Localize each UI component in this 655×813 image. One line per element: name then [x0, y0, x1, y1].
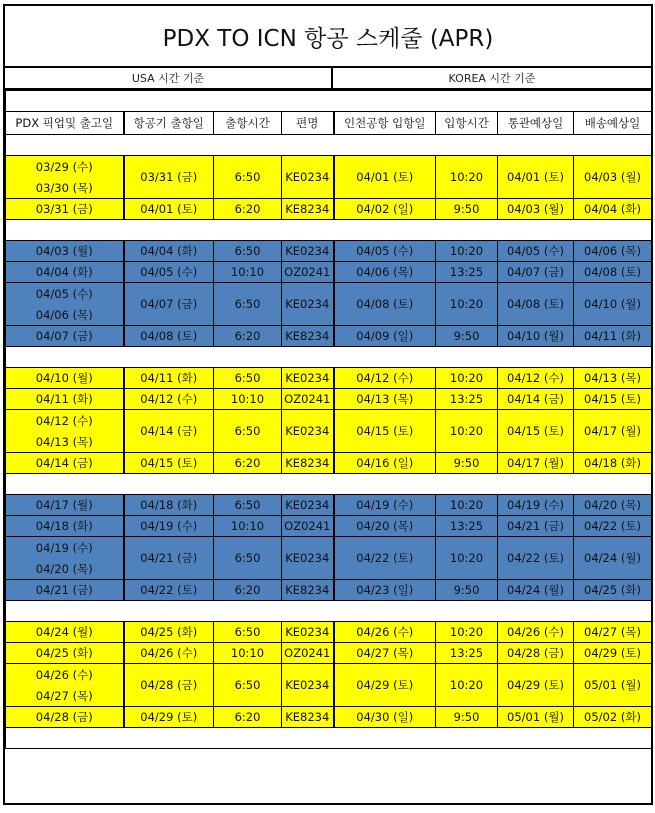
pickup-date-stack: [6, 156, 123, 198]
arrive-time-cell: 10:20: [436, 664, 498, 707]
table-row: [6, 495, 652, 516]
spacer-row: [6, 474, 652, 495]
depart-time-cell: 6:20: [214, 580, 282, 601]
table-row: [6, 283, 652, 326]
arrive-date-cell: 04/13 (목): [334, 389, 436, 410]
customs-date-cell: 04/19 (수): [498, 495, 574, 516]
pickup-date-cell: [6, 283, 124, 326]
customs-date-cell: 04/07 (금): [498, 262, 574, 283]
arrive-time-cell: 10:20: [436, 495, 498, 516]
header-row: [6, 112, 652, 135]
depart-time-cell: 6:20: [214, 707, 282, 728]
pickup-date-cell: 04/25 (화): [6, 643, 124, 664]
depart-date-cell: 04/21 (금): [124, 537, 214, 580]
pickup-date-cell: 04/17 (월): [6, 495, 124, 516]
delivery-date-cell: 04/27 (목): [574, 622, 652, 643]
table-row: [6, 707, 652, 728]
depart-date-cell: 04/22 (토): [124, 580, 214, 601]
pickup-date: 04/20 (목): [35, 561, 93, 576]
arrive-date-cell: 04/09 (일): [334, 326, 436, 347]
flight-cell: KE0234: [282, 537, 334, 580]
arrive-time-cell: 13:25: [436, 516, 498, 537]
delivery-date-cell: 04/18 (화): [574, 453, 652, 474]
pickup-date-cell: [6, 410, 124, 453]
spacer-cell: [6, 91, 652, 112]
delivery-date-cell: 05/01 (월): [574, 664, 652, 707]
depart-date-cell: 04/08 (토): [124, 326, 214, 347]
spacer-cell: [6, 220, 652, 241]
delivery-date-cell: 04/17 (월): [574, 410, 652, 453]
pickup-date: 04/13 (목): [35, 434, 93, 449]
table-row: [6, 516, 652, 537]
table-row: [6, 262, 652, 283]
arrive-time-cell: 13:25: [436, 389, 498, 410]
pickup-date: 04/06 (목): [35, 307, 93, 322]
column-header: 편명: [282, 112, 334, 135]
column-header: PDX 픽업및 출고일: [6, 112, 124, 135]
arrive-time-cell: 9:50: [436, 580, 498, 601]
column-header: 통관예상일: [498, 112, 574, 135]
customs-date-cell: 04/21 (금): [498, 516, 574, 537]
flight-cell: OZ0241: [282, 516, 334, 537]
schedule-body: [6, 91, 652, 749]
flight-cell: KE0234: [282, 283, 334, 326]
arrive-date-cell: 04/08 (토): [334, 283, 436, 326]
pickup-date-cell: [6, 156, 124, 199]
flight-cell: OZ0241: [282, 262, 334, 283]
spacer-row: [6, 347, 652, 368]
arrive-time-cell: 10:20: [436, 410, 498, 453]
delivery-date-cell: 04/06 (목): [574, 241, 652, 262]
spacer-row: [6, 91, 652, 112]
customs-date-cell: 04/15 (토): [498, 410, 574, 453]
spacer-cell: [6, 135, 652, 156]
arrive-date-cell: 04/02 (일): [334, 199, 436, 220]
customs-date-cell: 04/03 (월): [498, 199, 574, 220]
depart-time-cell: 6:50: [214, 664, 282, 707]
spacer-row: [6, 220, 652, 241]
arrive-time-cell: 10:20: [436, 368, 498, 389]
depart-date-cell: 04/28 (금): [124, 664, 214, 707]
schedule-sheet: [3, 4, 653, 805]
arrive-date-cell: 04/26 (수): [334, 622, 436, 643]
pickup-date-cell: 04/24 (월): [6, 622, 124, 643]
arrive-time-cell: 13:25: [436, 262, 498, 283]
flight-cell: KE0234: [282, 156, 334, 199]
delivery-date-cell: 04/08 (토): [574, 262, 652, 283]
depart-time-cell: 6:20: [214, 453, 282, 474]
pickup-date: 04/19 (수): [35, 540, 93, 555]
pickup-date-stack: [6, 283, 123, 325]
arrive-date-cell: 04/22 (토): [334, 537, 436, 580]
depart-date-cell: 04/25 (화): [124, 622, 214, 643]
usa-time-label: USA 시간 기준: [5, 68, 333, 88]
arrive-time-cell: 9:50: [436, 326, 498, 347]
spacer-cell: [6, 474, 652, 495]
pickup-date-cell: [6, 537, 124, 580]
arrive-date-cell: 04/20 (목): [334, 516, 436, 537]
depart-date-cell: 04/07 (금): [124, 283, 214, 326]
spacer-cell: [6, 728, 652, 749]
pickup-date-cell: 04/04 (화): [6, 262, 124, 283]
arrive-time-cell: 9:50: [436, 453, 498, 474]
delivery-date-cell: 04/04 (화): [574, 199, 652, 220]
flight-cell: KE0234: [282, 622, 334, 643]
flight-cell: KE0234: [282, 241, 334, 262]
pickup-date-stack: [6, 664, 123, 706]
customs-date-cell: 04/12 (수): [498, 368, 574, 389]
depart-date-cell: 04/11 (화): [124, 368, 214, 389]
arrive-time-cell: 9:50: [436, 707, 498, 728]
flight-cell: KE8234: [282, 453, 334, 474]
column-header: 인천공항 입항일: [334, 112, 436, 135]
delivery-date-cell: 04/10 (월): [574, 283, 652, 326]
timezone-row: [5, 68, 651, 90]
column-header: 항공기 출항일: [124, 112, 214, 135]
spacer-cell: [6, 601, 652, 622]
table-row: [6, 580, 652, 601]
delivery-date-cell: 04/24 (월): [574, 537, 652, 580]
spacer-cell: [6, 347, 652, 368]
arrive-time-cell: 10:20: [436, 241, 498, 262]
depart-date-cell: 04/18 (화): [124, 495, 214, 516]
arrive-date-cell: 04/29 (토): [334, 664, 436, 707]
depart-date-cell: 03/31 (금): [124, 156, 214, 199]
customs-date-cell: 04/05 (수): [498, 241, 574, 262]
pickup-date-cell: [6, 664, 124, 707]
arrive-time-cell: 10:20: [436, 283, 498, 326]
schedule-table: [5, 90, 652, 749]
table-row: [6, 389, 652, 410]
korea-time-label: KOREA 시간 기준: [448, 72, 536, 85]
customs-date-cell: 04/14 (금): [498, 389, 574, 410]
arrive-date-cell: 04/12 (수): [334, 368, 436, 389]
depart-time-cell: 6:20: [214, 199, 282, 220]
pickup-date: 04/27 (목): [35, 688, 93, 703]
table-row: [6, 643, 652, 664]
table-row: [6, 453, 652, 474]
depart-time-cell: 10:10: [214, 389, 282, 410]
depart-time-cell: 6:50: [214, 283, 282, 326]
arrive-date-cell: 04/05 (수): [334, 241, 436, 262]
customs-date-cell: 04/24 (월): [498, 580, 574, 601]
flight-cell: OZ0241: [282, 643, 334, 664]
flight-cell: KE8234: [282, 199, 334, 220]
depart-time-cell: 6:50: [214, 537, 282, 580]
pickup-date-cell: 04/21 (금): [6, 580, 124, 601]
page-title: PDX TO ICN 항공 스케줄 (APR): [5, 6, 651, 68]
depart-time-cell: 6:20: [214, 326, 282, 347]
delivery-date-cell: 04/22 (토): [574, 516, 652, 537]
flight-cell: KE8234: [282, 580, 334, 601]
delivery-date-cell: 04/03 (월): [574, 156, 652, 199]
depart-date-cell: 04/12 (수): [124, 389, 214, 410]
arrive-date-cell: 04/15 (토): [334, 410, 436, 453]
arrive-date-cell: 04/06 (목): [334, 262, 436, 283]
flight-cell: KE8234: [282, 707, 334, 728]
delivery-date-cell: 04/20 (목): [574, 495, 652, 516]
depart-time-cell: 10:10: [214, 643, 282, 664]
arrive-date-cell: 04/19 (수): [334, 495, 436, 516]
flight-cell: KE8234: [282, 326, 334, 347]
customs-date-cell: 05/01 (월): [498, 707, 574, 728]
flight-cell: OZ0241: [282, 389, 334, 410]
table-row: [6, 326, 652, 347]
delivery-date-cell: 04/13 (목): [574, 368, 652, 389]
arrive-date-cell: 04/27 (목): [334, 643, 436, 664]
delivery-date-cell: 04/11 (화): [574, 326, 652, 347]
depart-time-cell: 10:10: [214, 262, 282, 283]
depart-date-cell: 04/19 (수): [124, 516, 214, 537]
customs-date-cell: 04/29 (토): [498, 664, 574, 707]
customs-date-cell: 04/01 (토): [498, 156, 574, 199]
table-row: [6, 241, 652, 262]
spacer-row: [6, 601, 652, 622]
customs-date-cell: 04/10 (월): [498, 326, 574, 347]
customs-date-cell: 04/28 (금): [498, 643, 574, 664]
pickup-date: 04/12 (수): [35, 413, 93, 428]
arrive-date-cell: 04/30 (일): [334, 707, 436, 728]
depart-date-cell: 04/26 (수): [124, 643, 214, 664]
delivery-date-cell: 04/25 (화): [574, 580, 652, 601]
arrive-time-cell: 10:20: [436, 622, 498, 643]
customs-date-cell: 04/17 (월): [498, 453, 574, 474]
table-row: [6, 156, 652, 199]
delivery-date-cell: 05/02 (화): [574, 707, 652, 728]
flight-cell: KE0234: [282, 410, 334, 453]
table-row: [6, 410, 652, 453]
arrive-time-cell: 10:20: [436, 537, 498, 580]
pickup-date-stack: [6, 410, 123, 452]
pickup-date-cell: 04/28 (금): [6, 707, 124, 728]
table-row: [6, 368, 652, 389]
pickup-date-cell: 04/07 (금): [6, 326, 124, 347]
delivery-date-cell: 04/29 (토): [574, 643, 652, 664]
arrive-time-cell: 9:50: [436, 199, 498, 220]
depart-date-cell: 04/04 (화): [124, 241, 214, 262]
table-row: [6, 537, 652, 580]
depart-time-cell: 6:50: [214, 241, 282, 262]
depart-time-cell: 6:50: [214, 622, 282, 643]
depart-date-cell: 04/05 (수): [124, 262, 214, 283]
pickup-date-cell: 04/03 (월): [6, 241, 124, 262]
depart-date-cell: 04/15 (토): [124, 453, 214, 474]
column-header: 배송예상일: [574, 112, 652, 135]
delivery-date-cell: 04/15 (토): [574, 389, 652, 410]
pickup-date: 04/05 (수): [35, 286, 93, 301]
customs-date-cell: 04/26 (수): [498, 622, 574, 643]
customs-date-cell: 04/08 (토): [498, 283, 574, 326]
flight-cell: KE0234: [282, 368, 334, 389]
customs-date-cell: 04/22 (토): [498, 537, 574, 580]
arrive-date-cell: 04/16 (일): [334, 453, 436, 474]
pickup-date-cell: 04/10 (월): [6, 368, 124, 389]
pickup-date: 04/26 (수): [35, 667, 93, 682]
spacer-row: [6, 135, 652, 156]
table-row: [6, 622, 652, 643]
pickup-date: 03/30 (목): [35, 180, 93, 195]
arrive-time-cell: 13:25: [436, 643, 498, 664]
depart-time-cell: 6:50: [214, 410, 282, 453]
pickup-date: 03/29 (수): [35, 159, 93, 174]
pickup-date-cell: 03/31 (금): [6, 199, 124, 220]
column-header: 입항시간: [436, 112, 498, 135]
depart-time-cell: 6:50: [214, 495, 282, 516]
pickup-date-cell: 04/11 (화): [6, 389, 124, 410]
depart-date-cell: 04/29 (토): [124, 707, 214, 728]
column-header: 출항시간: [214, 112, 282, 135]
flight-cell: KE0234: [282, 495, 334, 516]
arrive-time-cell: 10:20: [436, 156, 498, 199]
flight-cell: KE0234: [282, 664, 334, 707]
spacer-row: [6, 728, 652, 749]
pickup-date-cell: 04/18 (화): [6, 516, 124, 537]
arrive-date-cell: 04/23 (일): [334, 580, 436, 601]
table-row: [6, 664, 652, 707]
depart-date-cell: 04/01 (토): [124, 199, 214, 220]
depart-date-cell: 04/14 (금): [124, 410, 214, 453]
pickup-date-stack: [6, 537, 123, 579]
table-row: [6, 199, 652, 220]
depart-time-cell: 10:10: [214, 516, 282, 537]
arrive-date-cell: 04/01 (토): [334, 156, 436, 199]
depart-time-cell: 6:50: [214, 368, 282, 389]
pickup-date-cell: 04/14 (금): [6, 453, 124, 474]
depart-time-cell: 6:50: [214, 156, 282, 199]
